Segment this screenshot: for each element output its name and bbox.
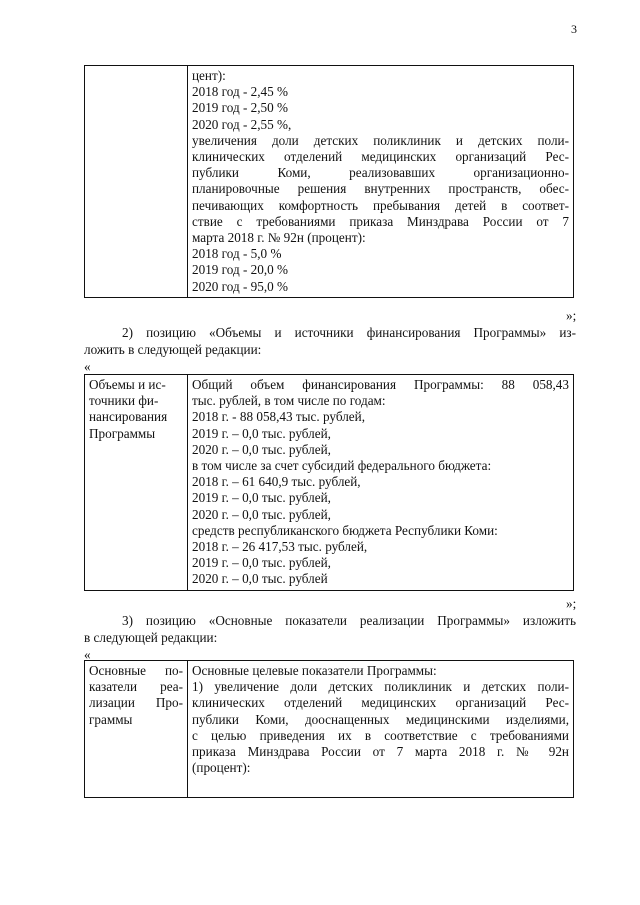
text-line: клинических отделений медицинских организаций Рес- (192, 149, 569, 165)
table-right-cell (188, 661, 574, 798)
financing-table (84, 374, 574, 591)
table-left-cell (85, 375, 188, 591)
indicators-table (84, 660, 574, 798)
text-line: планировочные решения внутренних пространств, обес- (192, 181, 569, 197)
text-line: 3) позицию «Основные показатели реализации Программы» изложить (122, 613, 576, 628)
text-line: увеличения доли детских поликлиник и детских поли- (192, 132, 569, 148)
text-line: 2020 год - 2,55 %, (192, 116, 292, 132)
table-row (85, 66, 574, 298)
opening-quote: « (84, 647, 91, 662)
table-left-cell (85, 661, 188, 798)
text-line: Основные целевые показатели Программы: (192, 663, 437, 678)
text-line: точники фи- (89, 393, 159, 409)
text-line: приказа Минздрава России от 7 марта 2018 г. № 92н (192, 744, 569, 760)
table-left-cell (85, 66, 188, 298)
text-line: 2018 г. - 88 058,43 тыс. рублей, (192, 409, 366, 425)
text-line: в следующей редакции: (84, 630, 218, 645)
text-line: (процент): (192, 760, 251, 776)
text-line: 2019 год - 20,0 % (192, 262, 289, 278)
text-line: средств республиканского бюджета Республики Коми: (192, 522, 498, 538)
text-line: 2018 г. – 61 640,9 тыс. рублей, (192, 474, 361, 490)
text-line: в том числе за счет субсидий федерального бюджета: (192, 458, 492, 474)
text-line: с целью приведения их в соответствие с требованиями (192, 727, 569, 743)
text-line: нансирования (89, 409, 168, 425)
text-line: 2020 г. – 0,0 тыс. рублей, (192, 506, 331, 522)
text-line: 2019 г. – 0,0 тыс. рублей, (192, 490, 331, 506)
table-row (85, 661, 574, 798)
text-line: 2018 год - 5,0 % (192, 246, 282, 262)
text-line: Программы (89, 425, 156, 441)
text-line: тыс. рублей, в том числе по годам: (192, 393, 386, 409)
text-line: марта 2018 г. № 92н (процент): (192, 230, 366, 246)
table-right-cell (188, 375, 574, 591)
text-line: ствие с требованиями приказа Минздрава России от 7 (192, 213, 569, 229)
text-line: 2019 г. – 0,0 тыс. рублей, (192, 555, 331, 571)
text-line: 2019 год - 2,50 % (192, 100, 289, 116)
text-line: 2019 г. – 0,0 тыс. рублей, (192, 425, 331, 441)
table-row (85, 375, 574, 591)
text-line: 1) увеличение доли детских поликлиник и детских поли- (192, 679, 569, 695)
paragraph-3 (84, 612, 576, 663)
indicators-continuation-table (84, 65, 574, 298)
text-line: 2020 г. – 0,0 тыс. рублей, (192, 441, 331, 457)
text-line: 2018 г. – 26 417,53 тыс. рублей, (192, 539, 368, 555)
page-number: 3 (571, 22, 577, 36)
text-line: Основные по- (89, 663, 183, 678)
text-line: публики Коми, дооснащенных медицинскими изделиями, (192, 711, 569, 727)
text-line: 2020 год - 95,0 % (192, 278, 289, 294)
text-line: казатели реа- (89, 679, 183, 695)
text-line: 2020 г. – 0,0 тыс. рублей (192, 571, 328, 587)
opening-quote: « (84, 359, 91, 374)
text-line: клинических отделений медицинских организаций Рес- (192, 695, 569, 711)
text-line: 2018 год - 2,45 % (192, 84, 289, 100)
text-line: Объемы и ис- (89, 377, 166, 392)
text-line: цент): (192, 68, 226, 83)
text-line: ложить в следующей редакции: (84, 342, 262, 357)
closing-quote: »; (566, 596, 577, 611)
text-line: лизации Про- (89, 695, 183, 711)
text-line: публики Коми, реализовавших организационно- (192, 165, 569, 181)
table-right-cell (188, 66, 574, 298)
text-line: граммы (89, 711, 133, 727)
closing-quote: »; (566, 308, 577, 323)
text-line: Общий объем финансирования Программы: 88 058,43 (192, 377, 569, 392)
text-line: печивающих комфортность пребывания детей в соответ- (192, 197, 569, 213)
text-line: 2) позицию «Объемы и источники финансирования Программы» из- (122, 325, 576, 340)
paragraph-2 (84, 324, 576, 375)
